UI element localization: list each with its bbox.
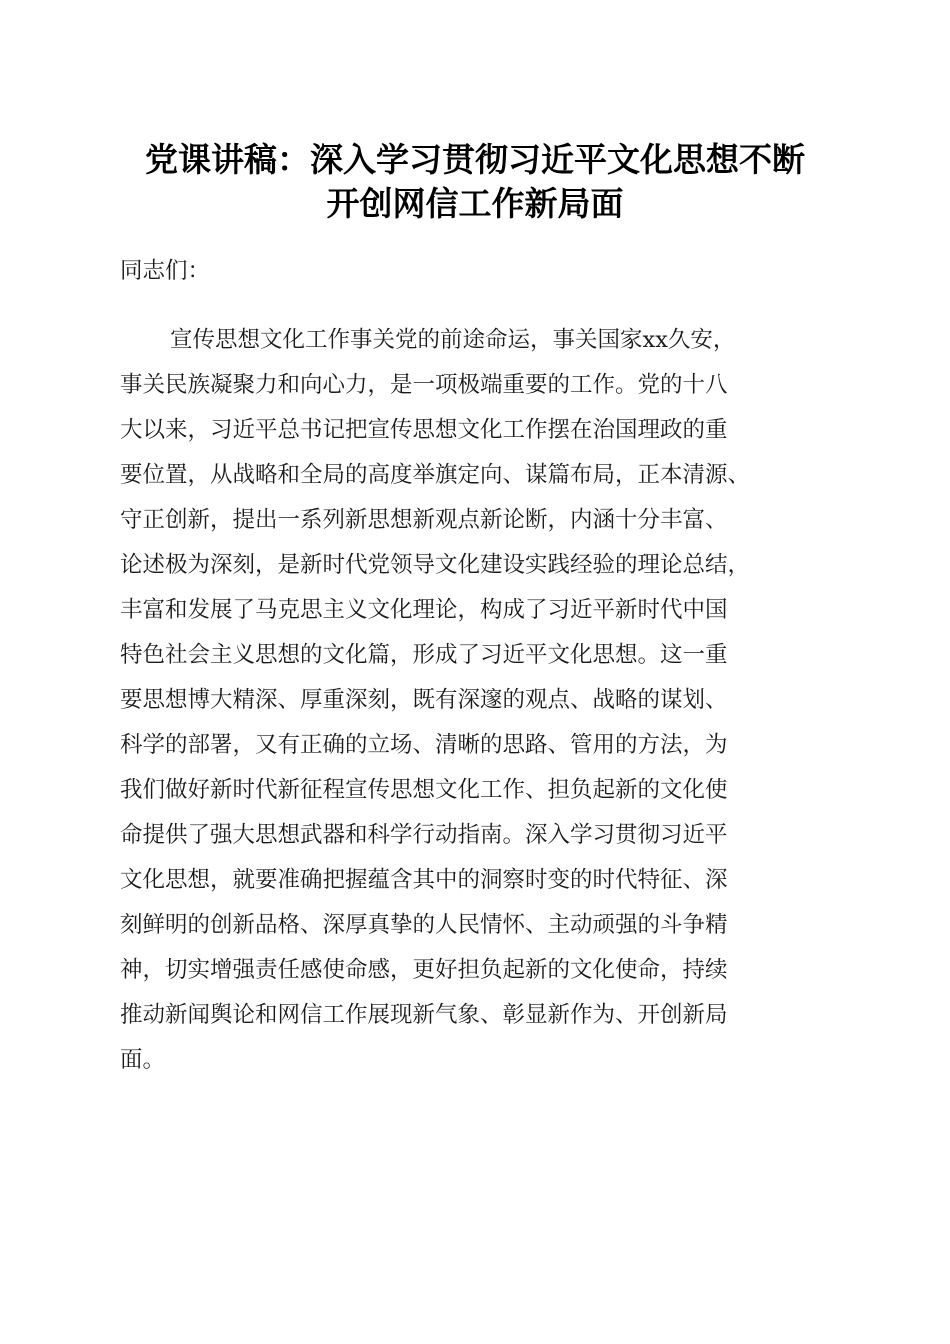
paragraph-line: 科学的部署，又有正确的立场、清晰的思路、管用的方法，为 bbox=[120, 732, 728, 758]
document-title-line-2: 开创网信工作新局面 bbox=[326, 184, 624, 223]
document-title-line-1: 党课讲稿：深入学习贯彻习近平文化思想不断 bbox=[145, 140, 805, 179]
paragraph-line: 命提供了强大思想武器和科学行动指南。深入学习贯彻习近平 bbox=[120, 822, 728, 848]
paragraph-line: 要思想博大精深、厚重深刻，既有深邃的观点、战略的谋划、 bbox=[120, 687, 728, 713]
paragraph-line: 特色社会主义思想的文化篇，形成了习近平文化思想。这一重 bbox=[120, 642, 728, 668]
paragraph-line: 刻鲜明的创新品格、深厚真挚的人民情怀、主动顽强的斗争精 bbox=[120, 912, 728, 938]
salutation: 同志们： bbox=[120, 258, 211, 284]
paragraph-line: 要位置，从战略和全局的高度举旗定向、谋篇布局，正本清源、 bbox=[120, 462, 751, 488]
paragraph-line: 守正创新，提出一系列新思想新观点新论断，内涵十分丰富、 bbox=[120, 507, 728, 533]
paragraph-line: 宣传思想文化工作事关党的前途命运，事关国家xx久安， bbox=[170, 327, 736, 353]
paragraph-line: 大以来，习近平总书记把宣传思想文化工作摆在治国理政的重 bbox=[120, 417, 728, 443]
paragraph-line: 文化思想，就要准确把握蕴含其中的洞察时变的时代特征、深 bbox=[120, 867, 728, 893]
paragraph-line: 推动新闻舆论和网信工作展现新气象、彰显新作为、开创新局 bbox=[120, 1002, 728, 1028]
paragraph-line: 丰富和发展了马克思主义文化理论，构成了习近平新时代中国 bbox=[120, 597, 728, 623]
paragraph-line: 面。 bbox=[120, 1047, 166, 1073]
paragraph-line: 神，切实增强责任感使命感，更好担负起新的文化使命，持续 bbox=[120, 957, 728, 983]
paragraph-line: 论述极为深刻，是新时代党领导文化建设实践经验的理论总结， bbox=[120, 552, 751, 578]
paragraph-line: 事关民族凝聚力和向心力，是一项极端重要的工作。党的十八 bbox=[120, 372, 728, 398]
paragraph-line: 我们做好新时代新征程宣传思想文化工作、担负起新的文化使 bbox=[120, 777, 728, 803]
